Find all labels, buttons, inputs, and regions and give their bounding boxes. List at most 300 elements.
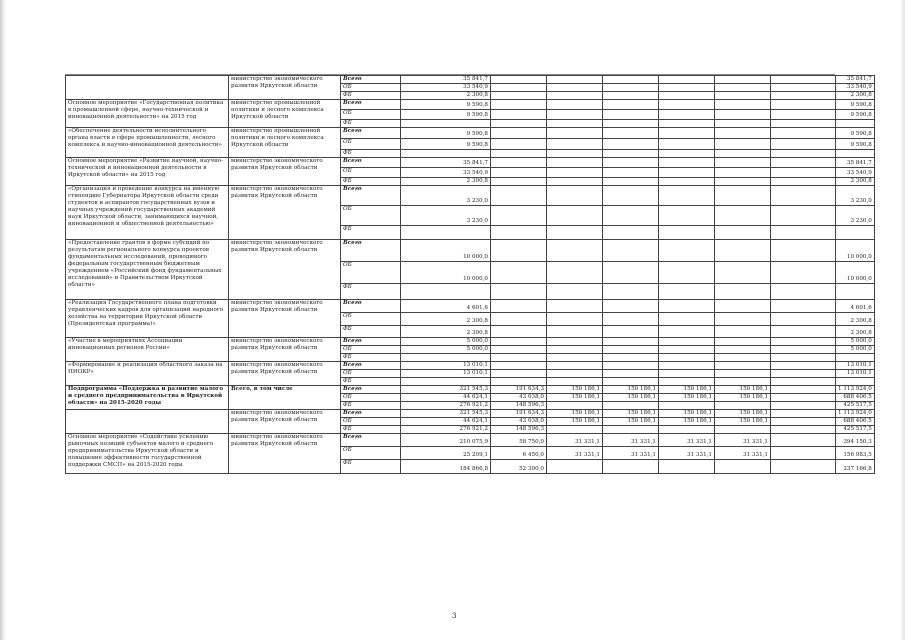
year-value-cell <box>547 226 603 240</box>
year-value-cell <box>771 150 836 158</box>
year-value-cell <box>659 460 715 474</box>
year-value-cell <box>771 378 836 386</box>
year-value-cell <box>715 226 771 240</box>
year-value-cell <box>547 150 603 158</box>
year-value-cell <box>547 139 603 150</box>
year-value-cell <box>715 346 771 354</box>
year-value-cell: 150 186,1 <box>603 394 659 402</box>
year-value-cell <box>659 426 715 434</box>
year-value-cell: 148 596,3 <box>491 402 547 410</box>
year-value-cell: 4 601,6 <box>401 300 491 313</box>
year-value-cell <box>771 447 836 460</box>
year-value-cell <box>547 100 603 110</box>
year-value-cell <box>771 76 836 84</box>
executor-cell: министерство экономического развития Иркутской области <box>229 300 341 338</box>
funding-source-cell: ОБ <box>341 168 401 178</box>
year-value-cell <box>715 460 771 474</box>
year-value-cell: 150 186,1 <box>603 418 659 426</box>
year-value-cell <box>659 300 715 313</box>
year-value-cell <box>715 338 771 346</box>
year-value-cell <box>771 120 836 128</box>
total-value-cell: 9 590,8 <box>836 128 875 139</box>
year-value-cell: 5 000,0 <box>401 346 491 354</box>
funding-source-cell: ФБ <box>341 426 401 434</box>
year-value-cell: 2 300,8 <box>401 92 491 100</box>
year-value-cell <box>547 402 603 410</box>
year-value-cell <box>491 110 547 120</box>
year-value-cell <box>715 326 771 338</box>
year-value-cell <box>659 139 715 150</box>
year-value-cell <box>715 378 771 386</box>
year-value-cell <box>491 178 547 186</box>
executor-cell: министерство экономического развития Иркутской области <box>229 362 341 386</box>
year-value-cell: 43 038,0 <box>491 394 547 402</box>
year-value-cell <box>491 300 547 313</box>
year-value-cell <box>771 354 836 362</box>
total-value-cell <box>836 284 875 300</box>
year-value-cell <box>603 84 659 92</box>
year-value-cell: 150 186,1 <box>547 418 603 426</box>
year-value-cell <box>491 92 547 100</box>
year-value-cell <box>603 168 659 178</box>
year-value-cell <box>603 354 659 362</box>
year-value-cell <box>603 110 659 120</box>
year-value-cell: 150 186,1 <box>547 394 603 402</box>
executor-cell: министерство экономического развития Иркутской области <box>229 186 341 240</box>
year-value-cell <box>603 426 659 434</box>
page-number: 3 <box>452 612 457 620</box>
year-value-cell <box>603 338 659 346</box>
executor-cell: министерство экономического развития Иркутской области <box>229 76 341 100</box>
year-value-cell <box>771 326 836 338</box>
activity-name-cell: «Обеспечение деятельности исполнительного органа власти в сфере промышленности, лесного комплекса и научно-инновационной деятельности» <box>66 128 229 158</box>
year-value-cell <box>715 402 771 410</box>
year-value-cell <box>715 110 771 120</box>
year-value-cell <box>603 326 659 338</box>
year-value-cell <box>659 284 715 300</box>
year-value-cell: 35 841,7 <box>401 158 491 168</box>
funding-source-cell: ФБ <box>341 354 401 362</box>
table-row <box>66 386 875 394</box>
year-value-cell: 150 186,1 <box>659 394 715 402</box>
year-value-cell <box>715 206 771 226</box>
year-value-cell: 150 186,1 <box>659 386 715 394</box>
funding-source-cell: Всего <box>341 410 401 418</box>
year-value-cell: 321 545,3 <box>401 386 491 394</box>
year-value-cell: 150 186,1 <box>715 386 771 394</box>
year-value-cell <box>659 240 715 262</box>
year-value-cell <box>547 313 603 326</box>
year-value-cell <box>771 168 836 178</box>
year-value-cell <box>659 120 715 128</box>
year-value-cell <box>771 240 836 262</box>
total-value-cell: 33 540,9 <box>836 84 875 92</box>
year-value-cell: 33 540,9 <box>401 168 491 178</box>
year-value-cell <box>491 284 547 300</box>
year-value-cell <box>715 354 771 362</box>
year-value-cell <box>771 313 836 326</box>
table-row <box>66 300 875 313</box>
year-value-cell <box>603 226 659 240</box>
year-value-cell <box>659 206 715 226</box>
year-value-cell <box>603 92 659 100</box>
year-value-cell <box>659 178 715 186</box>
total-value-cell: 9 590,8 <box>836 139 875 150</box>
year-value-cell: 2 300,8 <box>401 313 491 326</box>
year-value-cell <box>715 150 771 158</box>
year-value-cell <box>771 100 836 110</box>
year-value-cell: 3 230,0 <box>401 186 491 206</box>
year-value-cell <box>771 128 836 139</box>
year-value-cell <box>603 402 659 410</box>
year-value-cell <box>547 240 603 262</box>
year-value-cell <box>547 84 603 92</box>
year-value-cell <box>547 206 603 226</box>
year-value-cell <box>771 284 836 300</box>
year-value-cell <box>603 362 659 370</box>
total-value-cell: 2 300,8 <box>836 326 875 338</box>
year-value-cell <box>771 300 836 313</box>
funding-source-cell: Всего <box>341 100 401 110</box>
year-value-cell <box>547 76 603 84</box>
year-value-cell <box>547 338 603 346</box>
year-value-cell <box>547 168 603 178</box>
year-value-cell <box>603 284 659 300</box>
year-value-cell: 52 300,0 <box>491 460 547 474</box>
year-value-cell: 31 331,1 <box>547 434 603 447</box>
funding-source-cell: ФБ <box>341 150 401 158</box>
year-value-cell <box>771 110 836 120</box>
year-value-cell: 13 010,1 <box>401 362 491 370</box>
year-value-cell <box>771 426 836 434</box>
total-value-cell: 10 000,0 <box>836 240 875 262</box>
year-value-cell: 9 590,8 <box>401 139 491 150</box>
funding-source-cell: ФБ <box>341 226 401 240</box>
funding-source-cell: ФБ <box>341 284 401 300</box>
year-value-cell <box>491 338 547 346</box>
year-value-cell: 31 331,1 <box>603 434 659 447</box>
year-value-cell <box>547 378 603 386</box>
year-value-cell: 31 331,1 <box>715 447 771 460</box>
scan-edge-shadow <box>0 0 6 640</box>
year-value-cell <box>715 426 771 434</box>
year-value-cell <box>491 354 547 362</box>
funding-source-cell: ОБ <box>341 313 401 326</box>
executor-cell: министерство промышленной политики и лесного комплекса Иркутской области <box>229 128 341 158</box>
total-value-cell: 2 300,8 <box>836 178 875 186</box>
year-value-cell: 191 634,3 <box>491 410 547 418</box>
funding-source-cell: ОБ <box>341 346 401 354</box>
table-row <box>66 76 875 84</box>
year-value-cell <box>659 262 715 284</box>
year-value-cell: 150 186,1 <box>715 410 771 418</box>
year-value-cell <box>715 92 771 100</box>
year-value-cell <box>547 362 603 370</box>
year-value-cell <box>547 370 603 378</box>
year-value-cell <box>491 313 547 326</box>
year-value-cell <box>547 92 603 100</box>
year-value-cell: 13 010,1 <box>401 370 491 378</box>
year-value-cell <box>659 158 715 168</box>
table-row <box>66 100 875 110</box>
year-value-cell <box>771 139 836 150</box>
year-value-cell <box>659 168 715 178</box>
funding-source-cell: ОБ <box>341 370 401 378</box>
year-value-cell <box>659 402 715 410</box>
funding-source-cell: ФБ <box>341 402 401 410</box>
funding-source-cell: Всего <box>341 240 401 262</box>
year-value-cell <box>491 240 547 262</box>
year-value-cell <box>771 84 836 92</box>
year-value-cell <box>659 354 715 362</box>
total-value-cell: 5 000,0 <box>836 338 875 346</box>
total-value-cell: 2 300,8 <box>836 313 875 326</box>
year-value-cell <box>491 158 547 168</box>
year-value-cell: 150 186,1 <box>715 394 771 402</box>
year-value-cell: 31 331,1 <box>547 447 603 460</box>
year-value-cell <box>547 262 603 284</box>
activity-name-cell: «Реализация Государственного плана подготовки управленческих кадров для организаций народного хозяйства на территории Иркутской области (Президентская программа)» <box>66 300 229 338</box>
funding-source-cell: Всего <box>341 158 401 168</box>
year-value-cell <box>771 226 836 240</box>
funding-source-cell: ФБ <box>341 378 401 386</box>
year-value-cell <box>659 92 715 100</box>
year-value-cell <box>547 110 603 120</box>
year-value-cell: 150 186,1 <box>715 418 771 426</box>
year-value-cell <box>771 92 836 100</box>
year-value-cell <box>771 410 836 418</box>
total-value-cell <box>836 354 875 362</box>
year-value-cell <box>715 100 771 110</box>
year-value-cell <box>659 313 715 326</box>
year-value-cell <box>659 100 715 110</box>
total-value-cell: 3 230,0 <box>836 186 875 206</box>
year-value-cell <box>603 346 659 354</box>
total-value-cell: 425 517,5 <box>836 402 875 410</box>
year-value-cell <box>401 354 491 362</box>
year-value-cell <box>715 186 771 206</box>
year-value-cell <box>659 338 715 346</box>
year-value-cell <box>491 168 547 178</box>
year-value-cell <box>771 394 836 402</box>
activity-name-cell: Подпрограмма «Поддержка и развитие малого и среднего предпринимательства в Иркутской области» на 2015-2020 годы <box>66 386 229 410</box>
year-value-cell <box>715 76 771 84</box>
table-row <box>66 128 875 139</box>
year-value-cell <box>715 178 771 186</box>
total-value-cell: 1 113 924,0 <box>836 386 875 394</box>
year-value-cell <box>715 168 771 178</box>
year-value-cell: 10 000,0 <box>401 262 491 284</box>
total-value-cell: 35 841,7 <box>836 158 875 168</box>
year-value-cell <box>715 284 771 300</box>
year-value-cell <box>547 346 603 354</box>
year-value-cell <box>603 300 659 313</box>
total-value-cell: 5 000,0 <box>836 346 875 354</box>
year-value-cell <box>659 226 715 240</box>
year-value-cell <box>491 370 547 378</box>
year-value-cell <box>771 370 836 378</box>
funding-source-cell: Всего <box>341 434 401 447</box>
year-value-cell <box>659 326 715 338</box>
year-value-cell: 2 300,8 <box>401 326 491 338</box>
total-value-cell <box>836 120 875 128</box>
year-value-cell <box>401 284 491 300</box>
funding-source-cell: ОБ <box>341 110 401 120</box>
total-value-cell: 688 406,5 <box>836 394 875 402</box>
table-row <box>66 240 875 262</box>
funding-source-cell: ОБ <box>341 206 401 226</box>
funding-source-cell: ОБ <box>341 84 401 92</box>
funding-source-cell: ОБ <box>341 418 401 426</box>
funding-source-cell: Всего <box>341 186 401 206</box>
funding-source-cell: ФБ <box>341 92 401 100</box>
funding-source-cell: ФБ <box>341 460 401 474</box>
year-value-cell <box>771 460 836 474</box>
year-value-cell <box>491 84 547 92</box>
year-value-cell <box>491 150 547 158</box>
year-value-cell <box>491 120 547 128</box>
year-value-cell: 10 000,0 <box>401 240 491 262</box>
year-value-cell <box>547 178 603 186</box>
year-value-cell <box>603 76 659 84</box>
funding-source-cell: Всего <box>341 338 401 346</box>
year-value-cell <box>771 346 836 354</box>
year-value-cell <box>547 460 603 474</box>
year-value-cell <box>715 128 771 139</box>
year-value-cell: 150 186,1 <box>547 386 603 394</box>
year-value-cell <box>603 370 659 378</box>
activity-name-cell <box>66 410 229 434</box>
year-value-cell <box>547 128 603 139</box>
year-value-cell: 2 300,8 <box>401 178 491 186</box>
year-value-cell <box>603 100 659 110</box>
total-value-cell: 3 230,0 <box>836 206 875 226</box>
total-value-cell: 1 113 924,0 <box>836 410 875 418</box>
year-value-cell <box>491 346 547 354</box>
table-row <box>66 434 875 447</box>
year-value-cell <box>715 370 771 378</box>
year-value-cell: 191 634,3 <box>491 386 547 394</box>
executor-cell: министерство экономического развития Иркутской области <box>229 410 341 434</box>
year-value-cell <box>491 362 547 370</box>
year-value-cell <box>491 226 547 240</box>
year-value-cell <box>603 262 659 284</box>
year-value-cell <box>603 313 659 326</box>
year-value-cell <box>547 120 603 128</box>
budget-table <box>65 75 875 474</box>
year-value-cell <box>771 418 836 426</box>
executor-cell: министерство экономического развития Иркутской области <box>229 240 341 300</box>
total-value-cell: 156 983,5 <box>836 447 875 460</box>
total-value-cell: 9 590,8 <box>836 100 875 110</box>
table-row <box>66 338 875 346</box>
year-value-cell <box>547 426 603 434</box>
year-value-cell <box>603 158 659 168</box>
year-value-cell: 44 624,1 <box>401 394 491 402</box>
table-row <box>66 362 875 370</box>
total-value-cell: 425 517,5 <box>836 426 875 434</box>
year-value-cell <box>771 158 836 168</box>
funding-source-cell: ФБ <box>341 326 401 338</box>
executor-cell: министерство промышленной политики и лесного комплекса Иркутской области <box>229 100 341 128</box>
year-value-cell <box>715 139 771 150</box>
year-value-cell <box>547 284 603 300</box>
year-value-cell <box>603 460 659 474</box>
year-value-cell <box>659 362 715 370</box>
table-body <box>66 76 875 474</box>
year-value-cell <box>771 362 836 370</box>
year-value-cell <box>603 378 659 386</box>
year-value-cell: 31 331,1 <box>603 447 659 460</box>
year-value-cell <box>491 326 547 338</box>
year-value-cell <box>659 128 715 139</box>
year-value-cell <box>603 120 659 128</box>
year-value-cell: 44 624,1 <box>401 418 491 426</box>
activity-name-cell: Основное мероприятие «Содействие усилению рыночных позиций субъектов малого и среднего предпринимательства Иркутской области и повышение эффективности государственной поддержки СМСП» на 2015-2020 годы <box>66 434 229 474</box>
year-value-cell <box>771 186 836 206</box>
year-value-cell <box>715 262 771 284</box>
year-value-cell <box>659 378 715 386</box>
year-value-cell: 3 230,0 <box>401 206 491 226</box>
year-value-cell <box>603 206 659 226</box>
year-value-cell <box>491 139 547 150</box>
year-value-cell <box>491 128 547 139</box>
year-value-cell <box>659 84 715 92</box>
year-value-cell <box>547 186 603 206</box>
year-value-cell <box>771 386 836 394</box>
year-value-cell: 9 590,8 <box>401 100 491 110</box>
executor-cell: Всего, в том числе <box>229 386 341 410</box>
year-value-cell <box>715 84 771 92</box>
total-value-cell: 35 841,7 <box>836 76 875 84</box>
year-value-cell: 276 921,2 <box>401 402 491 410</box>
year-value-cell: 210 075,9 <box>401 434 491 447</box>
total-value-cell: 9 590,8 <box>836 110 875 120</box>
total-value-cell: 10 000,0 <box>836 262 875 284</box>
activity-name-cell: «Формирование и реализация областного заказа на НИОКР» <box>66 362 229 386</box>
year-value-cell <box>659 150 715 158</box>
year-value-cell: 31 331,1 <box>659 447 715 460</box>
year-value-cell <box>603 128 659 139</box>
activity-name-cell: Основное мероприятие «Развитие научной, научно-технической и инновационной деятельности в Иркутской области» на 2015 год <box>66 158 229 186</box>
year-value-cell: 31 331,1 <box>715 434 771 447</box>
year-value-cell <box>491 186 547 206</box>
funding-source-cell: ФБ <box>341 178 401 186</box>
funding-source-cell: Всего <box>341 76 401 84</box>
activity-name-cell <box>66 76 229 100</box>
year-value-cell: 150 186,1 <box>603 386 659 394</box>
year-value-cell <box>547 354 603 362</box>
funding-source-cell: Всего <box>341 362 401 370</box>
year-value-cell <box>771 402 836 410</box>
table-row <box>66 186 875 206</box>
funding-source-cell: ОБ <box>341 139 401 150</box>
year-value-cell <box>659 186 715 206</box>
year-value-cell: 9 590,8 <box>401 110 491 120</box>
year-value-cell: 58 750,0 <box>491 434 547 447</box>
year-value-cell <box>659 110 715 120</box>
year-value-cell: 25 209,1 <box>401 447 491 460</box>
year-value-cell <box>715 300 771 313</box>
total-value-cell: 688 406,5 <box>836 418 875 426</box>
year-value-cell <box>715 362 771 370</box>
year-value-cell <box>771 434 836 447</box>
activity-name-cell: «Организация и проведение конкурса на именную стипендию Губернатора Иркутской области среди студентов и аспирантов государственных вузов и научных учреждений государственных академий наук Иркутской области, занимающихся научной, инновационной и общественной деятельностью» <box>66 186 229 240</box>
year-value-cell: 184 866,8 <box>401 460 491 474</box>
table-row <box>66 158 875 168</box>
year-value-cell: 5 000,0 <box>401 338 491 346</box>
year-value-cell <box>491 262 547 284</box>
